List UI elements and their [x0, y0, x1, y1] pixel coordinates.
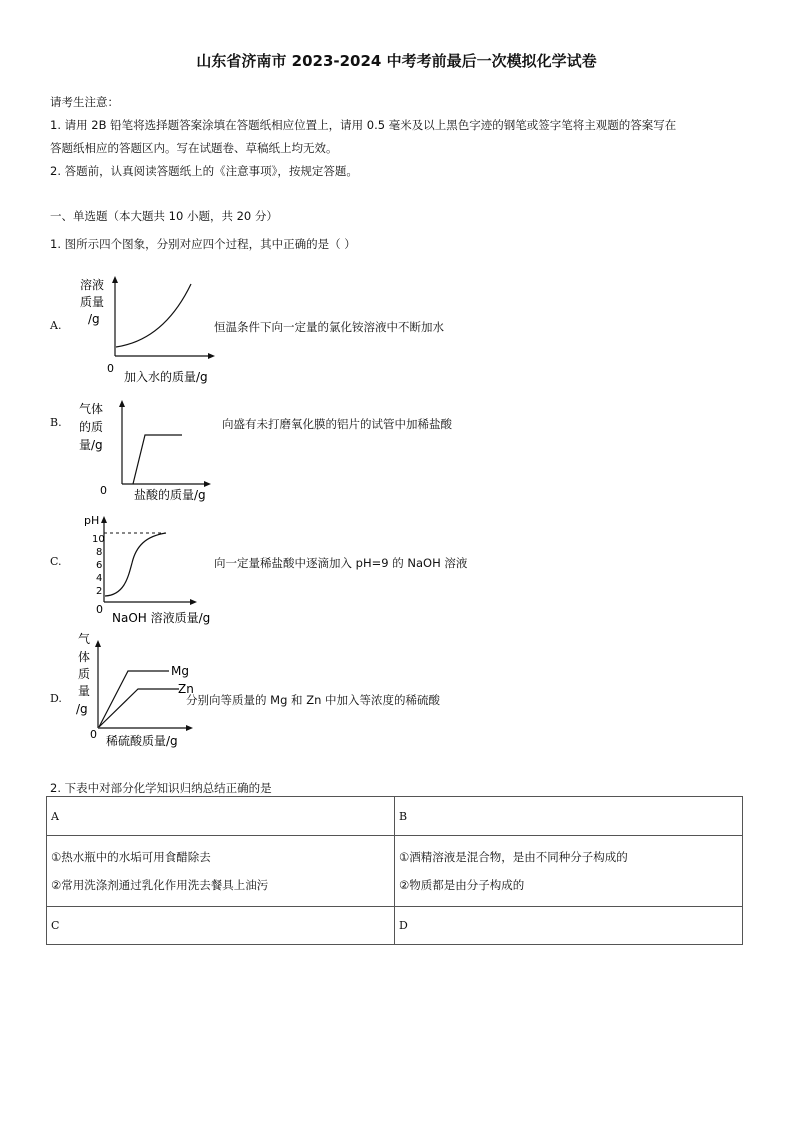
option-d-ylabel-5: /g: [76, 702, 88, 716]
option-a-curve: [116, 284, 191, 347]
question-1-stem: 1. 图所示四个图象，分别对应四个过程，其中正确的是（ ）: [50, 237, 356, 251]
option-c-letter: C.: [50, 555, 62, 568]
option-b-xlabel: 盐酸的质量/g: [134, 488, 206, 502]
option-a-xlabel: 加入水的质量/g: [124, 370, 208, 384]
option-d-graph: [74, 630, 234, 752]
option-a-description: 恒温条件下向一定量的氯化铵溶液中不断加水: [214, 320, 444, 334]
option-d-ylabel-3: 质: [78, 667, 91, 681]
option-b-line: [133, 435, 182, 484]
option-c-ytick-6: 6: [96, 560, 103, 571]
option-d-description: 分别向等质量的 Mg 和 Zn 中加入等浓度的稀硫酸: [186, 693, 441, 707]
notice-heading: 请考生注意：: [50, 95, 119, 109]
option-d-zn-label: Zn: [178, 682, 194, 696]
option-a-y-arrow: [112, 276, 118, 283]
table-b-item-1: ①酒精溶液是混合物，是由不同种分子构成的: [399, 850, 628, 864]
option-d-ylabel-1: 气: [78, 632, 91, 646]
option-c-graph: [74, 508, 224, 626]
table-a-item-1: ①热水瓶中的水垢可用食醋除去: [51, 850, 211, 864]
option-b-origin: 0: [100, 484, 107, 497]
table-cell-d-header: D: [395, 907, 743, 945]
option-c-curve: [105, 533, 166, 596]
table-row: [47, 836, 743, 907]
option-d-ylabel-2: 体: [78, 650, 91, 664]
page-title: 山东省济南市 2023-2024 中考考前最后一次模拟化学试卷: [196, 52, 597, 70]
notice-item-1-line-2: 答题纸相应的答题区内。写在试题卷、草稿纸上均无效。: [50, 141, 338, 155]
option-c-ytick-8: 8: [96, 547, 103, 558]
option-a-x-arrow: [208, 353, 215, 359]
option-c-ylabel: pH: [84, 514, 100, 527]
option-b-description: 向盛有未打磨氧化膜的铝片的试管中加稀盐酸: [222, 417, 452, 431]
option-d-mg-line: [99, 671, 169, 727]
option-a-ylabel-2: 质量: [80, 295, 105, 309]
option-b-ylabel-1: 气体: [79, 402, 104, 416]
option-a-ylabel-3: /g: [88, 312, 100, 326]
option-d-y-arrow: [95, 640, 101, 647]
option-c-ytick-4: 4: [96, 573, 103, 584]
option-b-y-arrow: [119, 400, 125, 407]
option-a-ylabel-1: 溶液: [80, 278, 105, 292]
option-d-xlabel: 稀硫酸质量/g: [106, 734, 178, 748]
option-d-letter: D.: [50, 692, 62, 705]
option-c-ytick-10: 10: [92, 534, 105, 545]
option-d-origin: 0: [90, 728, 97, 741]
table-b-item-2: ②物质都是由分子构成的: [399, 878, 525, 892]
table-cell-a-header: A: [47, 797, 395, 836]
table-cell-c-header: C: [47, 907, 395, 945]
table-cell-b-header: B: [395, 797, 743, 836]
option-a-letter: A.: [50, 319, 62, 332]
option-c-xlabel: NaOH 溶液质量/g: [112, 611, 211, 625]
option-b-graph: [74, 398, 224, 502]
option-c-y-arrow: [101, 516, 107, 523]
section-heading: 一、单选题（本大题共 10 小题，共 20 分）: [50, 209, 278, 223]
option-c-origin: 0: [96, 603, 103, 616]
option-c-x-arrow: [190, 599, 197, 605]
option-b-x-arrow: [204, 481, 211, 487]
option-d-mg-label: Mg: [171, 664, 189, 678]
question-2-table: [46, 796, 743, 945]
option-b-letter: B.: [50, 416, 62, 429]
option-c-ytick-2: 2: [96, 586, 103, 597]
table-cell-a-content: [47, 836, 395, 907]
option-a-graph: [74, 272, 224, 390]
table-row: [47, 797, 743, 836]
option-c-description: 向一定量稀盐酸中逐滴加入 pH=9 的 NaOH 溶液: [214, 556, 468, 570]
table-cell-b-content: [395, 836, 743, 907]
option-b-ylabel-3: 量/g: [79, 438, 103, 452]
option-a-origin: 0: [107, 362, 114, 375]
question-2-stem: 2. 下表中对部分化学知识归纳总结正确的是: [50, 781, 272, 795]
table-a-item-2: ②常用洗涤剂通过乳化作用洗去餐具上油污: [51, 878, 269, 892]
option-d-x-arrow: [186, 725, 193, 731]
option-d-zn-line: [99, 689, 179, 727]
notice-item-1-line-1: 1. 请用 2B 铅笔将选择题答案涂填在答题纸相应位置上，请用 0.5 毫米及以上黑色字迹的钢笔或签字笔将主观题的答案写在: [50, 118, 677, 132]
notice-item-2: 2. 答题前，认真阅读答题纸上的《注意事项》，按规定答题。: [50, 164, 358, 178]
option-d-ylabel-4: 量: [78, 684, 91, 698]
table-row: [47, 907, 743, 945]
option-b-ylabel-2: 的质: [79, 420, 104, 434]
